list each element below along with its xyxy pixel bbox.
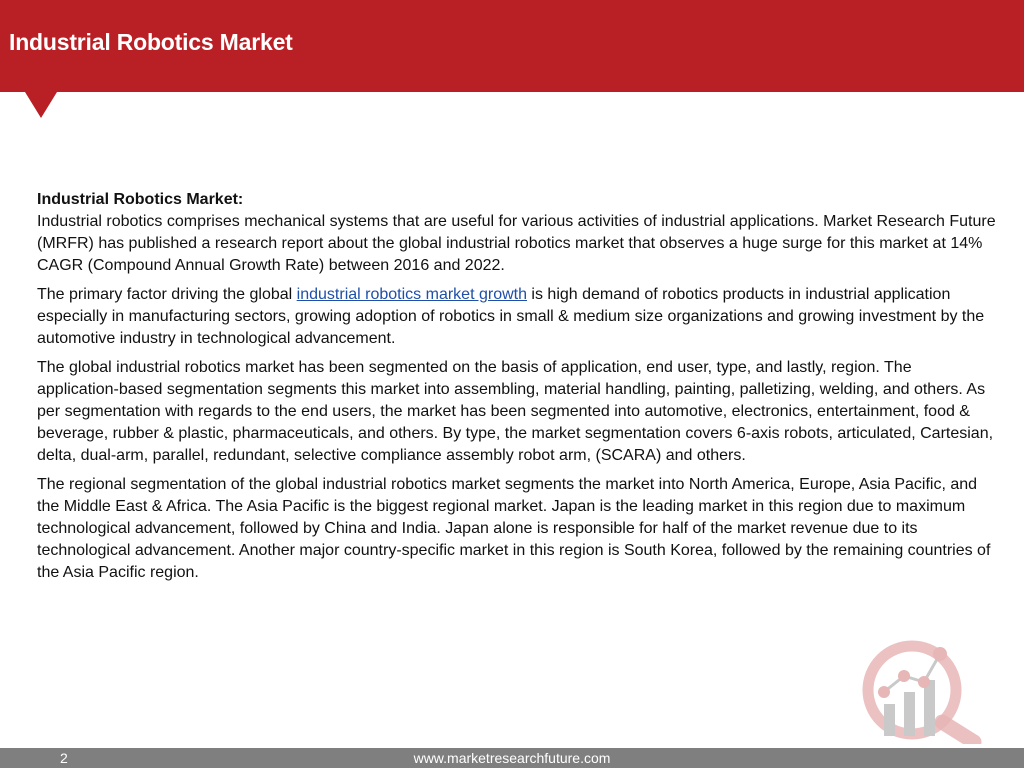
page-number: 2 <box>60 750 68 766</box>
intro-paragraph <box>37 189 997 277</box>
website-url[interactable]: www.marketresearchfuture.com <box>413 750 611 766</box>
market-growth-link[interactable]: industrial robotics market growth <box>296 286 527 303</box>
title-banner <box>0 0 1024 92</box>
regional-paragraph: The regional segmentation of the global industrial robotics market segments the market into North America, Europe, Asia Pacific, and the Middle East & Africa. The Asia Pacific is the biggest regional market. Japan is the leading market in this region due to maximum technological advancement, followed by China and India. Japan alone is responsible for half of the market revenue due to its technological advancement. Another major country-specific market in this region is South Korea, followed by the remaining countries of the Asia Pacific region. <box>37 476 991 581</box>
analytics-magnifier-icon <box>862 632 992 744</box>
banner-pointer <box>25 92 57 118</box>
drivers-text-end: is high demand of robotics products in industrial application especially in manufacturing sectors, growing adoption of robotics in small & medium size organizations and growing investment by the automotive industry in technological advancement. <box>37 286 985 347</box>
footer-bar <box>0 748 1024 768</box>
segmentation-paragraph: The global industrial robotics market has been segmented on the basis of application, end user, type, and lastly, region. The application-based segmentation segments this market into assembling, material handling, painting, palletizing, welding, and others. As per segmentation with regards to the end users, the market has been segmented into automotive, electronics, entertainment, food & beverage, rubber & plastic, pharmaceuticals, and others. By type, the market segmentation covers 6-axis robots, articulated, Cartesian, delta, dual-arm, parallel, redundant, selective compliance assembly robot arm, (SCARA) and others. <box>37 359 994 464</box>
section-heading: Industrial Robotics Market: <box>37 191 244 208</box>
drivers-text-start: The primary factor driving the global <box>37 286 297 303</box>
page-title: Industrial Robotics Market <box>9 29 293 55</box>
intro-text: Industrial robotics comprises mechanical systems that are useful for various activities of industrial applications. Market Research Future (MRFR) has published a research report about the global industrial robotics market that observes a huge surge for this market at 14% CAGR (Compound Annual Growth Rate) between 2016 and 2022. <box>37 213 996 274</box>
main-content <box>37 189 997 591</box>
drivers-paragraph <box>37 284 997 350</box>
